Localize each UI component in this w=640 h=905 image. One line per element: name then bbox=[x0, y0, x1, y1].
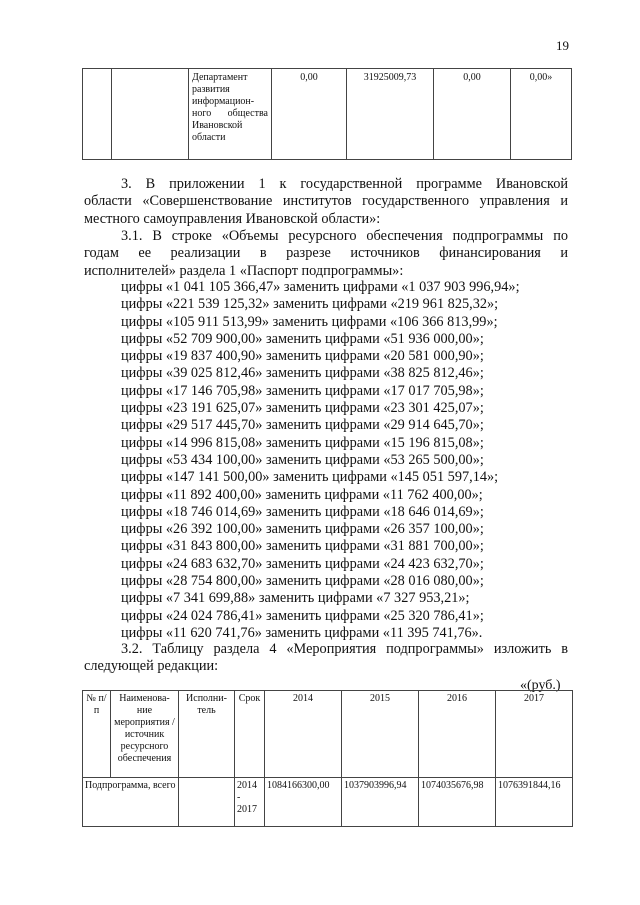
header-name: Наименова-ние мероприятия /источник ресурсного обеспечения bbox=[111, 691, 179, 778]
replacement-line: цифры «24 024 786,41» заменить цифрами «25 320 786,41»; bbox=[121, 607, 484, 624]
unit-label: «(руб.) bbox=[520, 678, 561, 693]
row-term: 2014 - 2017 bbox=[235, 778, 265, 827]
text-line: 3.2. Таблицу раздела 4 «Мероприятия подпрограммы» изложить в bbox=[121, 641, 568, 657]
header-term: Срок bbox=[235, 691, 265, 778]
value-cell: 31925009,73 bbox=[347, 69, 434, 160]
table-cell bbox=[83, 69, 112, 160]
paragraph-3-2 bbox=[84, 641, 568, 676]
text-line: 3. В приложении 1 к государственной программе Ивановской bbox=[121, 176, 568, 192]
replacement-line: цифры «29 517 445,70» заменить цифрами «29 914 645,70»; bbox=[121, 417, 484, 434]
replacement-line: цифры «31 843 800,00» заменить цифрами «31 881 700,00»; bbox=[121, 538, 484, 555]
replacement-line: цифры «19 837 400,90» заменить цифрами «20 581 000,90»; bbox=[121, 348, 484, 365]
row-value-2017: 1076391844,16 bbox=[496, 778, 573, 827]
text-line: исполнителей» раздела 1 «Паспорт подпрограммы»: bbox=[84, 262, 404, 279]
paragraph-3 bbox=[84, 176, 568, 228]
replacement-line: цифры «1 041 105 366,47» заменить цифрами «1 037 903 996,94»; bbox=[121, 279, 520, 295]
replacement-line: цифры «11 892 400,00» заменить цифрами «11 762 400,00»; bbox=[121, 486, 483, 503]
replacement-line: цифры «39 025 812,46» заменить цифрами «38 825 812,46»; bbox=[121, 365, 484, 382]
continuation-table bbox=[82, 68, 572, 160]
text-line: годам ее реализации в разрезе источников финансирования и bbox=[84, 245, 568, 262]
replacement-line: цифры «28 754 800,00» заменить цифрами «28 016 080,00»; bbox=[121, 573, 484, 590]
table-row bbox=[83, 778, 573, 827]
replacement-line: цифры «52 709 900,00» заменить цифрами «51 936 000,00»; bbox=[121, 330, 484, 347]
value-cell: 0,00 bbox=[272, 69, 347, 160]
measures-table bbox=[82, 690, 573, 827]
replacement-line: цифры «18 746 014,69» заменить цифрами «18 646 014,69»; bbox=[121, 503, 484, 520]
header-2015: 2015 bbox=[342, 691, 419, 778]
value-cell: 0,00» bbox=[511, 69, 572, 160]
header-2016: 2016 bbox=[419, 691, 496, 778]
replacement-list bbox=[84, 279, 568, 642]
table-row bbox=[83, 69, 572, 160]
row-value-2015: 1037903996,94 bbox=[342, 778, 419, 827]
replacement-line: цифры «17 146 705,98» заменить цифрами «17 017 705,98»; bbox=[121, 382, 484, 399]
replacement-line: цифры «11 620 741,76» заменить цифрами «11 395 741,76». bbox=[121, 624, 483, 641]
row-value-2016: 1074035676,98 bbox=[419, 778, 496, 827]
replacement-line: цифры «221 539 125,32» заменить цифрами «219 961 825,32»; bbox=[121, 296, 499, 313]
replacement-line: цифры «7 341 699,88» заменить цифрами «7 327 953,21»; bbox=[121, 590, 470, 607]
replacement-line: цифры «147 141 500,00» заменить цифрами «145 051 597,14»; bbox=[121, 469, 499, 486]
replacement-line: цифры «24 683 632,70» заменить цифрами «24 423 632,70»; bbox=[121, 555, 484, 572]
replacement-line: цифры «26 392 100,00» заменить цифрами «26 357 100,00»; bbox=[121, 521, 484, 538]
table-cell bbox=[112, 69, 189, 160]
text-line: области «Совершенствование институтов государственного управления и bbox=[84, 193, 568, 210]
table-header-row bbox=[83, 691, 573, 778]
value-cell: 0,00 bbox=[434, 69, 511, 160]
replacement-line: цифры «105 911 513,99» заменить цифрами «106 366 813,99»; bbox=[121, 313, 498, 330]
text-line: местного самоуправления Ивановской области»: bbox=[84, 210, 381, 227]
department-cell: Департамент развития информацион-ного общества Ивановской области bbox=[189, 69, 272, 160]
text-line: следующей редакции: bbox=[84, 658, 219, 675]
header-executor: Исполни-тель bbox=[179, 691, 235, 778]
replacement-line: цифры «23 191 625,07» заменить цифрами «23 301 425,07»; bbox=[121, 400, 484, 417]
replacement-line: цифры «14 996 815,08» заменить цифрами «15 196 815,08»; bbox=[121, 434, 484, 451]
paragraph-3-1 bbox=[84, 228, 568, 280]
header-num: № п/п bbox=[83, 691, 111, 778]
replacement-line: цифры «53 434 100,00» заменить цифрами «53 265 500,00»; bbox=[121, 451, 484, 468]
row-executor bbox=[179, 778, 235, 827]
row-value-2014: 1084166300,00 bbox=[265, 778, 342, 827]
text-line: 3.1. В строке «Объемы ресурсного обеспечения подпрограммы по bbox=[121, 228, 568, 244]
page-number: 19 bbox=[556, 38, 569, 53]
row-name: Подпрограмма, всего bbox=[83, 778, 179, 827]
header-2017: 2017 bbox=[496, 691, 573, 778]
header-2014: 2014 bbox=[265, 691, 342, 778]
